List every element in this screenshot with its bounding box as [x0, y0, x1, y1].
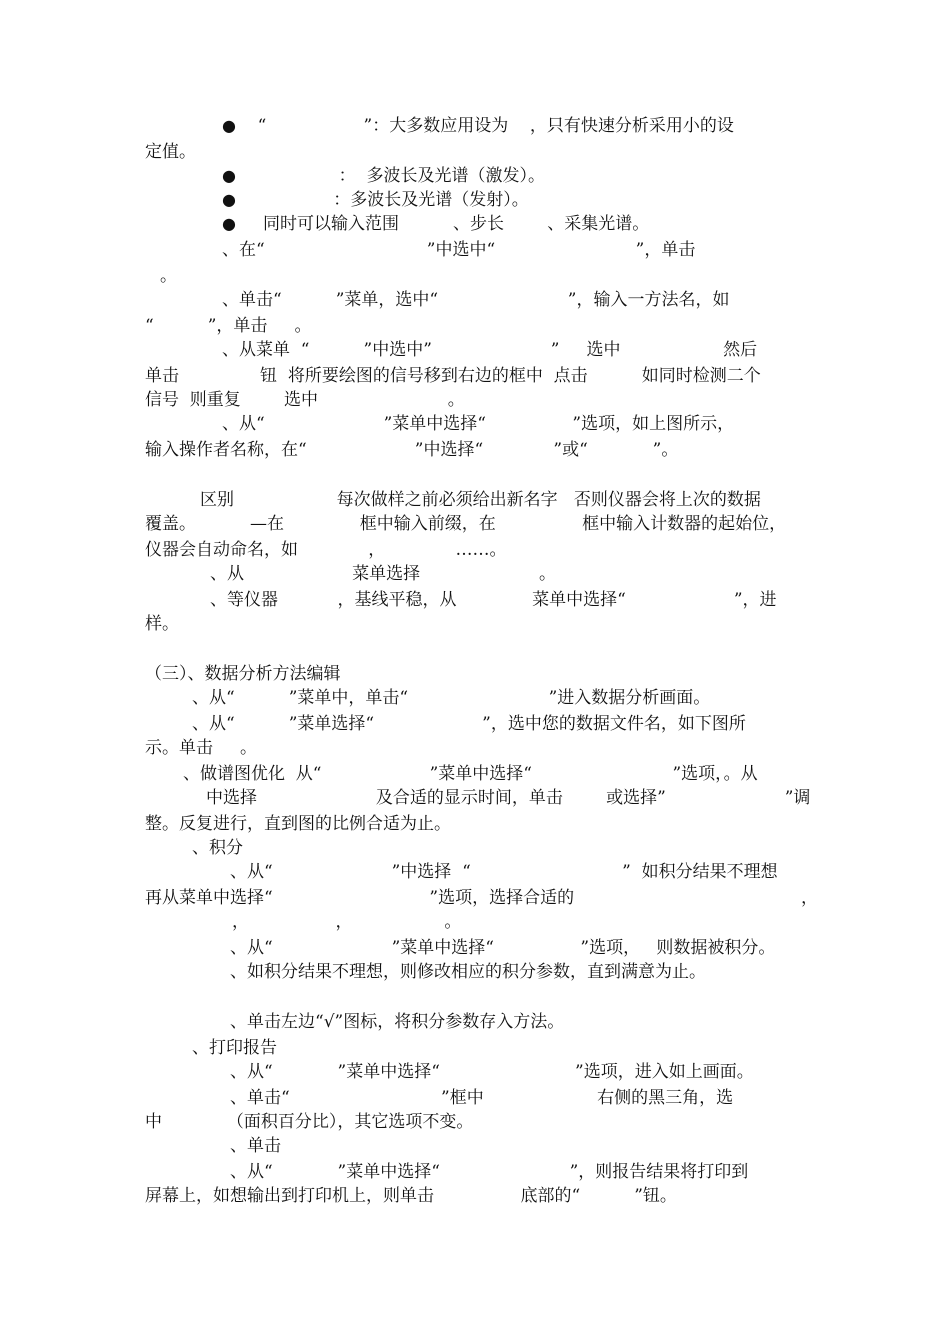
line-text: 。	[160, 266, 177, 286]
text-line	[230, 1012, 564, 1032]
line-text: 覆盖。 —在 框中输入前缀，在 框中输入计数器的起始位，	[145, 514, 787, 534]
line-text: 、从“ ”菜单中选择“ ”选项，进入如上画面。	[230, 1062, 754, 1082]
text-line	[145, 664, 341, 684]
line-text: 、从菜单 “ ”中选中” ” 选中 然后	[222, 340, 758, 360]
text-line	[230, 862, 778, 882]
text-line	[230, 1162, 748, 1182]
line-text: 中 （面积百分比），其它选项不变。	[145, 1112, 474, 1132]
line-text: “ ”：大多数应用设为 ，只有快速分析采用小的设	[235, 116, 734, 136]
text-line	[145, 1112, 473, 1132]
text-line	[145, 1186, 677, 1206]
text-line	[145, 888, 818, 908]
text-line	[192, 714, 746, 734]
text-line	[222, 414, 734, 434]
text-line	[230, 1136, 281, 1156]
line-text: 定值。	[145, 142, 196, 162]
line-text: 示。单击 。	[145, 738, 258, 758]
text-line	[183, 764, 758, 784]
line-text: 输入操作者名称，在“ ”中选择“ ”或“ ”。	[145, 440, 679, 460]
text-line	[222, 166, 545, 186]
line-text: 、做谱图优化 从“ ”菜单中选择“ ”选项，。从	[183, 764, 758, 784]
bullet-icon: ●	[222, 116, 236, 135]
line-text: 同时可以输入范围 、步长 、采集光谱。	[235, 214, 650, 234]
text-line	[145, 614, 179, 634]
text-line	[222, 190, 529, 210]
text-line	[145, 440, 678, 460]
text-line	[192, 1038, 277, 1058]
text-line	[222, 290, 730, 310]
line-text: ， ， 。	[232, 912, 462, 932]
line-text: ：多波长及光谱（发射）。	[235, 190, 529, 210]
text-line	[206, 788, 810, 808]
line-text: 、打印报告	[192, 1038, 277, 1058]
text-line	[230, 1088, 733, 1108]
line-text: 单击 钮 将所要绘图的信号移到右边的框中 点击 如同时检测二个	[145, 366, 761, 386]
bullet-icon: ●	[222, 190, 236, 209]
bullet-icon: ●	[222, 166, 236, 185]
text-line	[210, 590, 777, 610]
text-line	[210, 564, 556, 584]
line-text: 、等仪器 ，基线平稳，从 菜单中选择“ ”，进	[210, 590, 777, 610]
text-line	[145, 738, 257, 758]
text-line	[160, 266, 177, 286]
text-line	[145, 540, 507, 560]
text-line	[232, 912, 461, 932]
text-line	[192, 838, 243, 858]
line-text: 样。	[145, 614, 179, 634]
line-text: 、从“ ”菜单中选择“ ”选项，如上图所示，	[222, 414, 735, 434]
line-text: 、单击	[230, 1136, 281, 1156]
line-text: 、单击“ ”框中 右侧的黑三角，选	[230, 1088, 734, 1108]
line-text: 区别 每次做样之前必须给出新名字 否则仪器会将上次的数据	[200, 490, 761, 510]
bullet-icon: ●	[222, 214, 236, 233]
line-text: 、从“ ”菜单中，单击“ ”进入数据分析画面。	[192, 688, 711, 708]
text-line	[145, 316, 311, 336]
line-text: 、从“ ”中选择 “ ” 如积分结果不理想	[230, 862, 778, 882]
line-text: 再从菜单中选择“ ”选项，选择合适的 ，	[145, 888, 819, 908]
text-line	[230, 1062, 754, 1082]
line-text: 中选择 及合适的显示时间，单击 或选择” ”调	[206, 788, 811, 808]
line-text: 、在“ ”中选中“ ”，单击	[222, 240, 696, 260]
text-line	[192, 688, 710, 708]
line-text: “ ”，单击 。	[145, 316, 312, 336]
line-text: 、从“ ”菜单选择“ ”，选中您的数据文件名，如下图所	[192, 714, 746, 734]
line-text: 、积分	[192, 838, 243, 858]
line-text: 整。反复进行，直到图的比例合适为止。	[145, 814, 451, 834]
line-text: 、如积分结果不理想，则修改相应的积分参数，直到满意为止。	[230, 962, 706, 982]
text-line	[145, 390, 465, 410]
line-text: 、单击左边“√”图标，将积分参数存入方法。	[230, 1012, 565, 1032]
text-line	[222, 340, 757, 360]
line-text: ： 多波长及光谱（激发）。	[235, 166, 545, 186]
text-line	[145, 814, 451, 834]
line-text: 、单击“ ”菜单，选中“ ”，输入一方法名，如	[222, 290, 730, 310]
text-line	[230, 938, 775, 958]
text-line	[145, 142, 196, 162]
text-line	[230, 962, 706, 982]
text-line	[222, 240, 695, 260]
line-text: 、从“ ”菜单中选择“ ”选项， 则数据被积分。	[230, 938, 776, 958]
text-line	[222, 116, 734, 136]
text-line	[200, 490, 761, 510]
line-text: （三）、数据分析方法编辑	[145, 664, 341, 684]
line-text: 屏幕上，如想输出到打印机上，则单击 底部的“ ”钮。	[145, 1186, 677, 1206]
text-line	[145, 514, 786, 534]
text-line	[145, 366, 761, 386]
text-line	[222, 214, 649, 234]
line-text: 信号 则重复 选中 。	[145, 390, 465, 410]
line-text: 仪器会自动命名，如 ， ……。	[145, 540, 507, 560]
line-text: 、从 菜单选择 。	[210, 564, 556, 584]
line-text: 、从“ ”菜单中选择“ ”，则报告结果将打印到	[230, 1162, 749, 1182]
